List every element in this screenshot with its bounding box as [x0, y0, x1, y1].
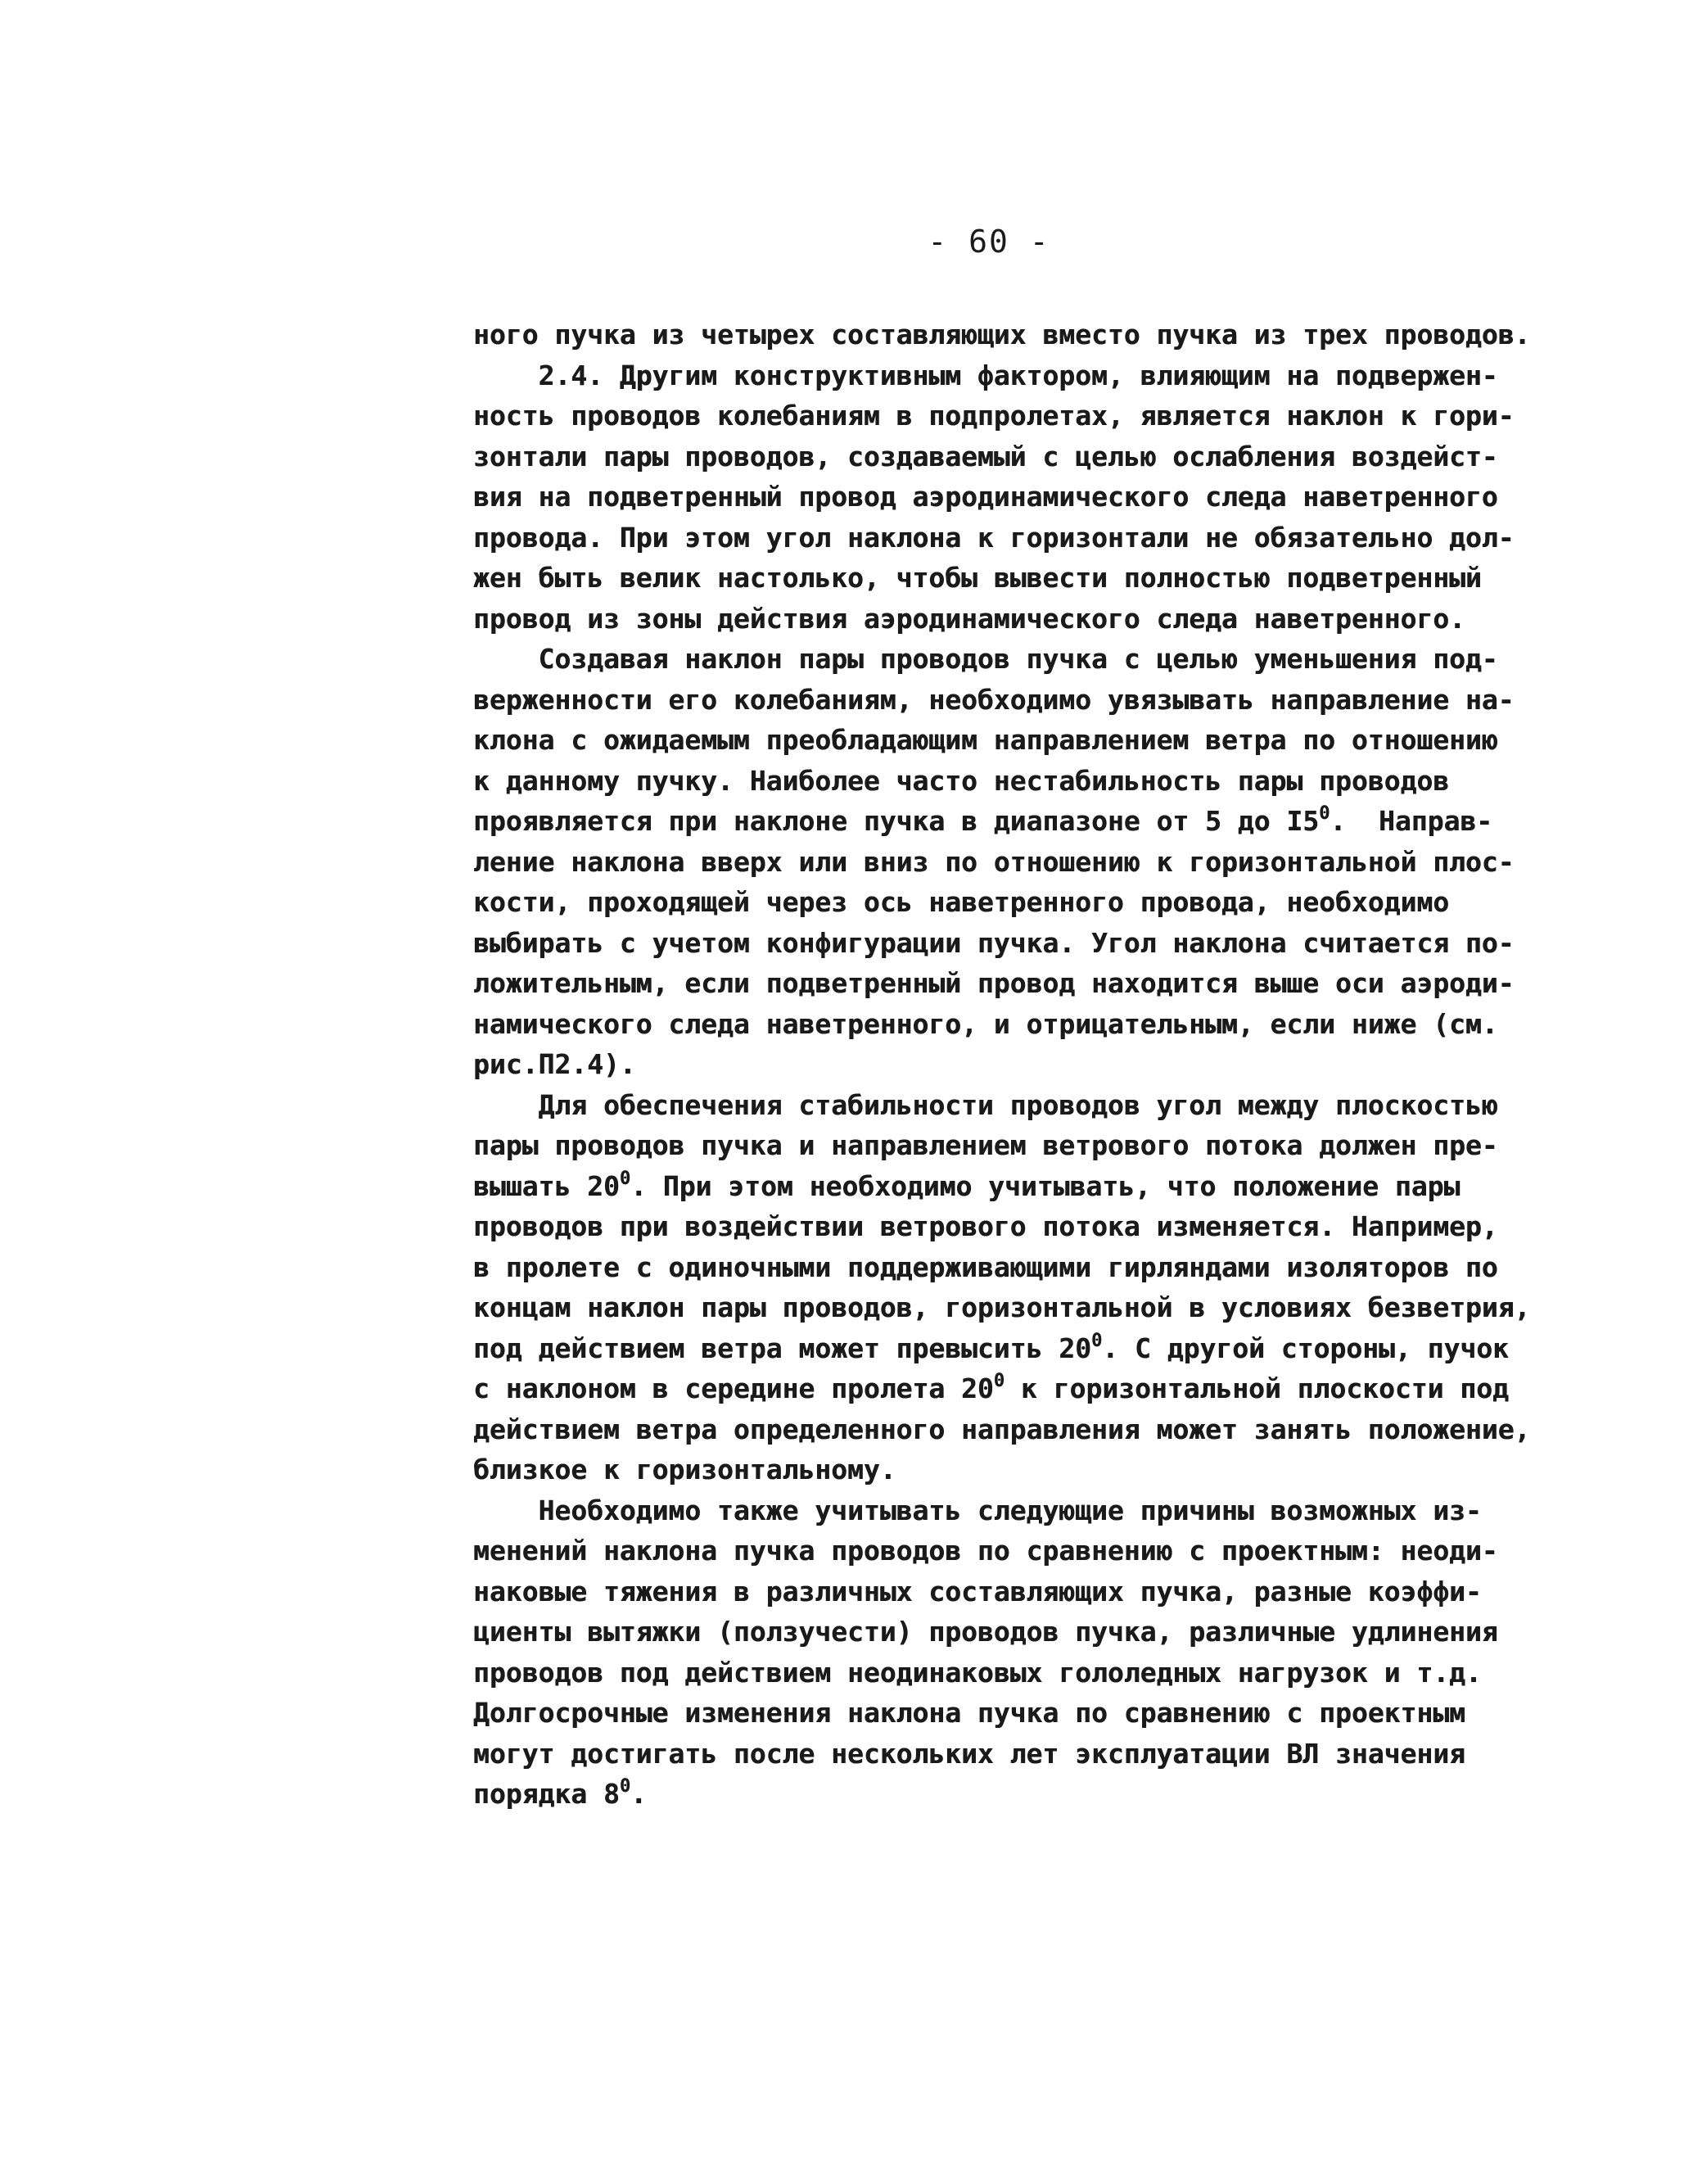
text-line	[473, 1206, 1537, 1247]
text-line	[473, 801, 1537, 842]
line-text: зонтали пары проводов, создаваемый с целью ослабления воздейст-	[473, 440, 1498, 473]
line-text: проявляется при наклоне пучка в диапазоне от 5 до I5	[473, 805, 1320, 837]
text-line	[473, 355, 1537, 396]
text-line	[473, 599, 1537, 640]
line-text: ность проводов колебаниям в подпролетах, является наклон к гори-	[473, 400, 1515, 432]
text-line	[473, 882, 1537, 923]
text-line	[473, 639, 1537, 680]
text-line	[473, 720, 1537, 761]
line-text: 2.4. Другим конструктивным фактором, влияющим на подвержен-	[473, 359, 1498, 391]
text-line	[473, 558, 1537, 599]
text-line	[473, 314, 1537, 355]
text-line	[473, 1125, 1537, 1166]
text-line	[473, 842, 1537, 883]
line-text: Необходимо также учитывать следующие причины возможных из-	[473, 1494, 1482, 1526]
degree-superscript: 0	[1090, 1330, 1103, 1351]
line-text-continuation: . При этом необходимо учитывать, что положение пары	[630, 1169, 1460, 1202]
text-line	[473, 761, 1537, 802]
text-line	[473, 1166, 1537, 1207]
line-text-continuation: к горизонтальной плоскости под	[1005, 1372, 1509, 1404]
degree-superscript: 0	[993, 1371, 1005, 1391]
line-text: рис.П2.4).	[473, 1048, 636, 1080]
line-text: пары проводов пучка и направлением ветрового потока должен пре-	[473, 1129, 1498, 1161]
line-text: вышать 20	[473, 1169, 620, 1202]
line-text: ного пучка из четырех составляющих вместо пучка из трех проводов.	[473, 319, 1531, 350]
text-line	[473, 477, 1537, 518]
degree-superscript: 0	[619, 1776, 631, 1797]
text-line	[473, 1004, 1537, 1045]
text-line	[473, 1653, 1537, 1693]
text-line	[473, 680, 1537, 721]
text-line	[473, 518, 1537, 558]
text-line	[473, 1734, 1537, 1775]
line-text: концам наклон пары проводов, горизонтальной в условиях безветрия,	[473, 1291, 1531, 1323]
text-line	[473, 436, 1537, 477]
degree-superscript: 0	[619, 1168, 631, 1189]
text-line	[473, 1693, 1537, 1734]
line-text: Долгосрочные изменения наклона пучка по сравнению с проектным	[473, 1697, 1465, 1729]
line-text: менений наклона пучка проводов по сравнению с проектным: неоди-	[473, 1535, 1498, 1567]
line-text: намического следа наветренного, и отрицательным, если ниже (см.	[473, 1007, 1498, 1040]
line-text: Для обеспечения стабильности проводов угол между плоскостью	[473, 1088, 1498, 1121]
line-text: с наклоном в середине пролета 20	[473, 1372, 994, 1404]
line-text: под действием ветра может превысить 20	[473, 1332, 1091, 1364]
line-text-continuation: . Направ-	[1330, 805, 1493, 837]
line-text-continuation: . С другой стороны, пучок	[1102, 1332, 1509, 1364]
text-line	[473, 923, 1537, 964]
text-line	[473, 1287, 1537, 1328]
text-line	[473, 1409, 1537, 1450]
line-text: проводов под действием неодинаковых гололедных нагрузок и т.д.	[473, 1656, 1482, 1689]
text-line	[473, 1085, 1537, 1126]
text-line	[473, 1774, 1537, 1815]
degree-superscript: 0	[1319, 803, 1330, 824]
line-text: ление наклона вверх или вниз по отношению к горизонтальной плос-	[473, 845, 1515, 878]
line-text: верженности его колебаниям, необходимо увязывать направление на-	[473, 683, 1515, 716]
line-text-continuation: .	[630, 1778, 647, 1810]
text-line	[473, 1531, 1537, 1571]
line-text: могут достигать после нескольких лет эксплуатации ВЛ значения	[473, 1737, 1465, 1770]
line-text: действием ветра определенного направления может занять положение,	[473, 1413, 1531, 1445]
line-text: кости, проходящей через ось наветренного провода, необходимо	[473, 886, 1450, 918]
body-text	[473, 314, 1537, 1815]
text-line	[473, 396, 1537, 436]
text-line	[473, 1571, 1537, 1612]
text-line	[473, 963, 1537, 1004]
text-line	[473, 1328, 1537, 1369]
line-text: провода. При этом угол наклона к горизонтали не обязательно дол-	[473, 521, 1515, 554]
text-line	[473, 1612, 1537, 1653]
line-text: к данному пучку. Наиболее часто нестабильность пары проводов	[473, 764, 1450, 797]
text-line	[473, 1044, 1537, 1085]
text-line	[473, 1490, 1537, 1531]
line-text: Создавая наклон пары проводов пучка с целью уменьшения под-	[473, 643, 1498, 675]
line-text: ложительным, если подветренный провод находится выше оси аэроди-	[473, 967, 1515, 999]
line-text: наковые тяжения в различных составляющих пучка, разные коэффи-	[473, 1575, 1482, 1607]
line-text: жен быть велик настолько, чтобы вывести полностью подветренный	[473, 562, 1482, 594]
line-text: вия на подветренный провод аэродинамического следа наветренного	[473, 481, 1498, 513]
line-text: клона с ожидаемым преобладающим направлением ветра по отношению	[473, 724, 1498, 756]
line-text: провод из зоны действия аэродинамического следа наветренного.	[473, 602, 1465, 635]
line-text: проводов при воздействии ветрового потока изменяется. Например,	[473, 1210, 1498, 1242]
line-text: циенты вытяжки (ползучести) проводов пучка, различные удлинения	[473, 1616, 1498, 1648]
line-text: порядка 8	[473, 1778, 620, 1810]
line-text: в пролете с одиночными поддерживающими гирляндами изоляторов по	[473, 1250, 1498, 1283]
text-line	[473, 1368, 1537, 1409]
line-text: выбирать с учетом конфигурации пучка. Угол наклона считается по-	[473, 926, 1515, 959]
page-number: - 60 -	[928, 224, 1050, 260]
text-line	[473, 1247, 1537, 1288]
line-text: близкое к горизонтальному.	[473, 1454, 896, 1485]
text-line	[473, 1449, 1537, 1490]
